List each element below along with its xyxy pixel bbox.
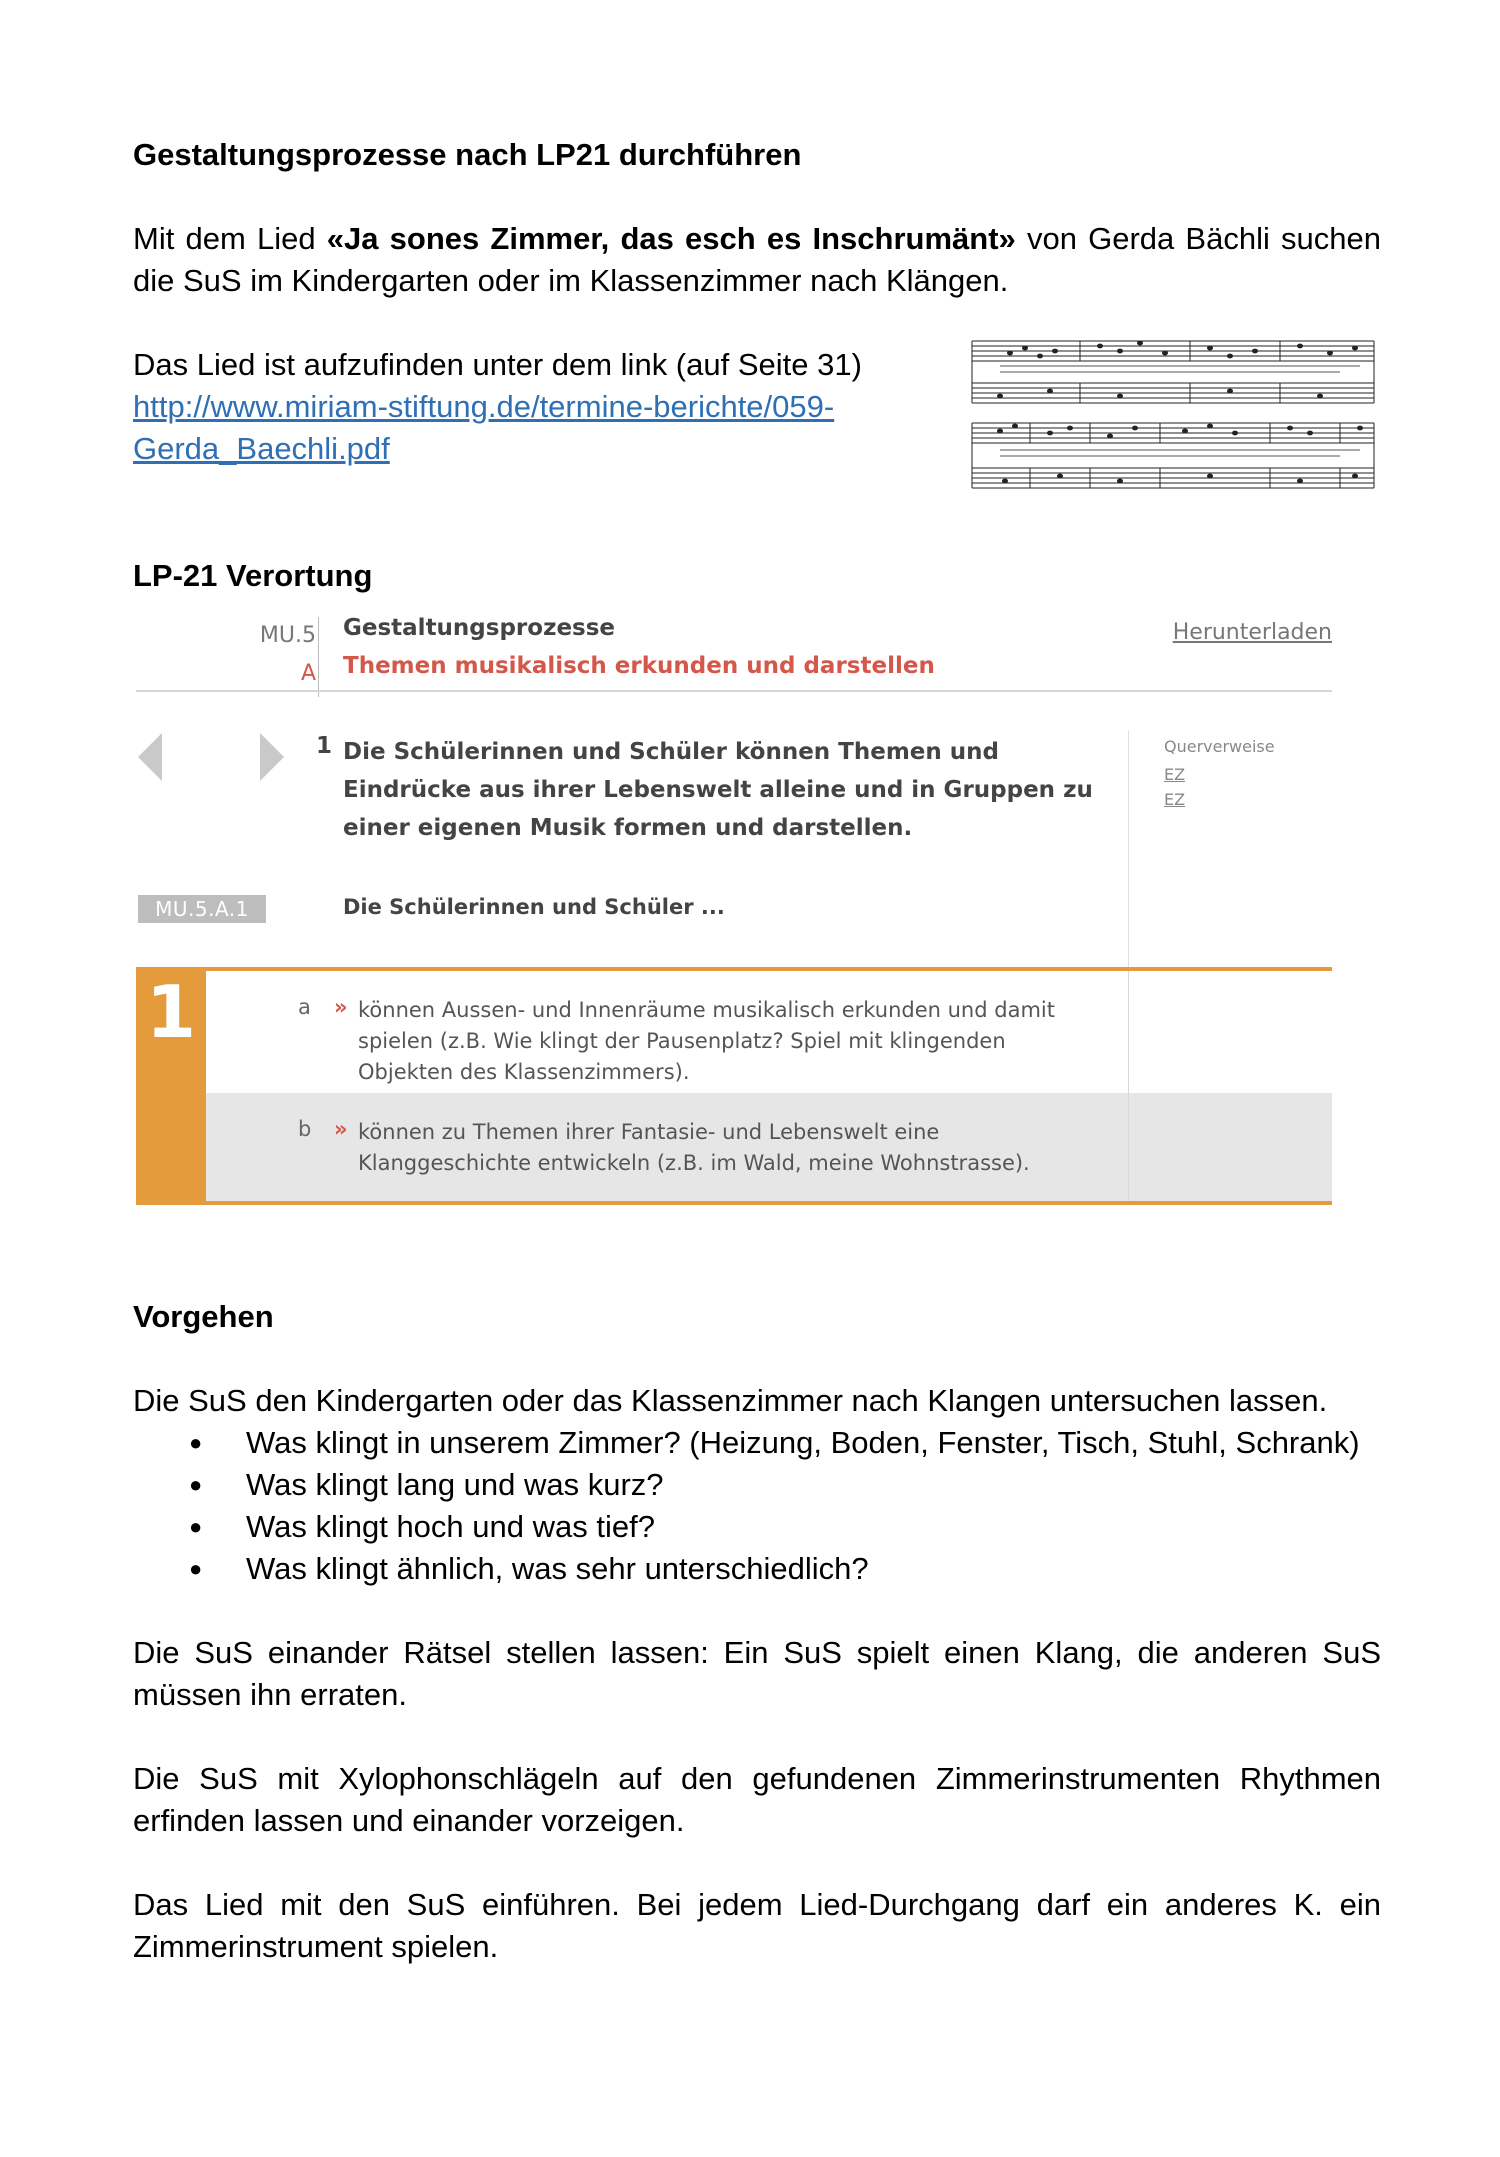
header-rule — [136, 690, 1332, 692]
vorgehen-paragraph-4: Das Lied mit den SuS einführen. Bei jedem Lied-Durchgang darf ein anderes K. ein Zimmerinstrument spielen. — [133, 1887, 1381, 1964]
competence-text: Die Schülerinnen und Schüler können Themen und Eindrücke aus ihrer Lebenswelt alleine und in Gruppen zu einer eigenen Musik formen und darstellen. — [343, 739, 1093, 841]
song-link[interactable] — [133, 389, 834, 466]
intro-suffix: von Gerda Bächli suchen die SuS im Kindergarten oder im Klassenzimmer nach Klängen. — [133, 221, 1381, 298]
competence-number: 1 — [316, 733, 333, 759]
item-text: können zu Themen ihrer Fantasie- und Lebenswelt eine Klanggeschichte entwickeln (z.B. im Wald, meine Wohnstrasse). — [358, 1120, 1030, 1175]
previous-arrow-icon[interactable] — [138, 733, 162, 781]
download-link[interactable]: Herunterladen — [1172, 620, 1332, 645]
song-link-line2: Gerda_Baechli.pdf — [133, 431, 390, 466]
lp21-heading: LP-21 Verortung — [133, 558, 373, 593]
vorgehen-paragraph-2: Die SuS einander Rätsel stellen lassen: Ein SuS spielt einen Klang, die anderen SuS müssen ihn erraten. — [133, 1635, 1381, 1712]
lp21-code-subject: MU.5 — [259, 623, 316, 648]
competence-code-badge: MU.5.A.1 — [138, 895, 266, 923]
item-letter: a — [298, 995, 311, 1019]
vorgehen-section — [133, 1380, 1381, 1590]
vorgehen-paragraph-3: Die SuS mit Xylophonschlägeln auf den gefundenen Zimmerinstrumenten Rhythmen erfinden lassen und einander vorzeigen. — [133, 1761, 1381, 1838]
header-divider — [318, 617, 319, 697]
level-bottom-rule — [136, 1201, 1332, 1205]
lp21-competence-table — [136, 605, 1332, 1205]
item-marker: » — [334, 1117, 348, 1141]
list-item: ● Was klingt in unserem Zimmer? (Heizung, Boden, Fenster, Tisch, Stuhl, Schrank) — [133, 1422, 1381, 1464]
item-divider — [1128, 971, 1129, 1201]
intro-prefix: Mit dem Lied — [133, 221, 327, 256]
lp21-code-letter: A — [300, 661, 316, 686]
vorgehen-bullet-list — [133, 1422, 1381, 1590]
competence-item-a — [206, 971, 1332, 1093]
cross-ref-link[interactable]: EZ — [1164, 765, 1186, 784]
cross-ref-link[interactable]: EZ — [1164, 790, 1186, 809]
song-source-text: Das Lied ist aufzufinden unter dem link (auf Seite 31) — [133, 347, 862, 382]
page-title: Gestaltungsprozesse nach LP21 durchführen — [133, 137, 802, 172]
next-arrow-icon[interactable] — [260, 733, 284, 781]
item-letter: b — [298, 1117, 312, 1141]
sus-intro: Die Schülerinnen und Schüler ... — [343, 895, 725, 919]
song-source — [133, 344, 953, 470]
cross-refs-label: Querverweise — [1164, 737, 1275, 756]
competence-area: Gestaltungsprozesse — [343, 615, 616, 641]
item-text: können Aussen- und Innenräume musikalisch erkunden und damit spielen (z.B. Wie klingt der Pausenplatz? Spiel mit klingenden Objekten des Klassenzimmers). — [358, 998, 1055, 1084]
song-link-line1: http://www.miriam-stiftung.de/termine-berichte/059- — [133, 389, 835, 424]
level-number: 1 — [145, 970, 197, 1054]
competence-theme: Themen musikalisch erkunden und darstellen — [343, 653, 935, 679]
list-item: ● Was klingt hoch und was tief? — [133, 1506, 1381, 1548]
level-top-rule — [136, 967, 1332, 971]
sheet-music-thumbnail — [970, 333, 1376, 495]
list-item: ● Was klingt ähnlich, was sehr unterschiedlich? — [133, 1548, 1381, 1590]
lp21-code — [236, 617, 316, 693]
list-item: ● Was klingt lang und was kurz? — [133, 1464, 1381, 1506]
vorgehen-heading: Vorgehen — [133, 1299, 274, 1334]
song-title: «Ja sones Zimmer, das esch es Inschrumänt» — [326, 221, 1016, 256]
competence-item-b — [206, 1093, 1332, 1201]
vorgehen-paragraph-1: Die SuS den Kindergarten oder das Klassenzimmer nach Klangen untersuchen lassen. — [133, 1383, 1328, 1418]
item-marker: » — [334, 995, 348, 1019]
intro-paragraph — [133, 218, 1381, 302]
